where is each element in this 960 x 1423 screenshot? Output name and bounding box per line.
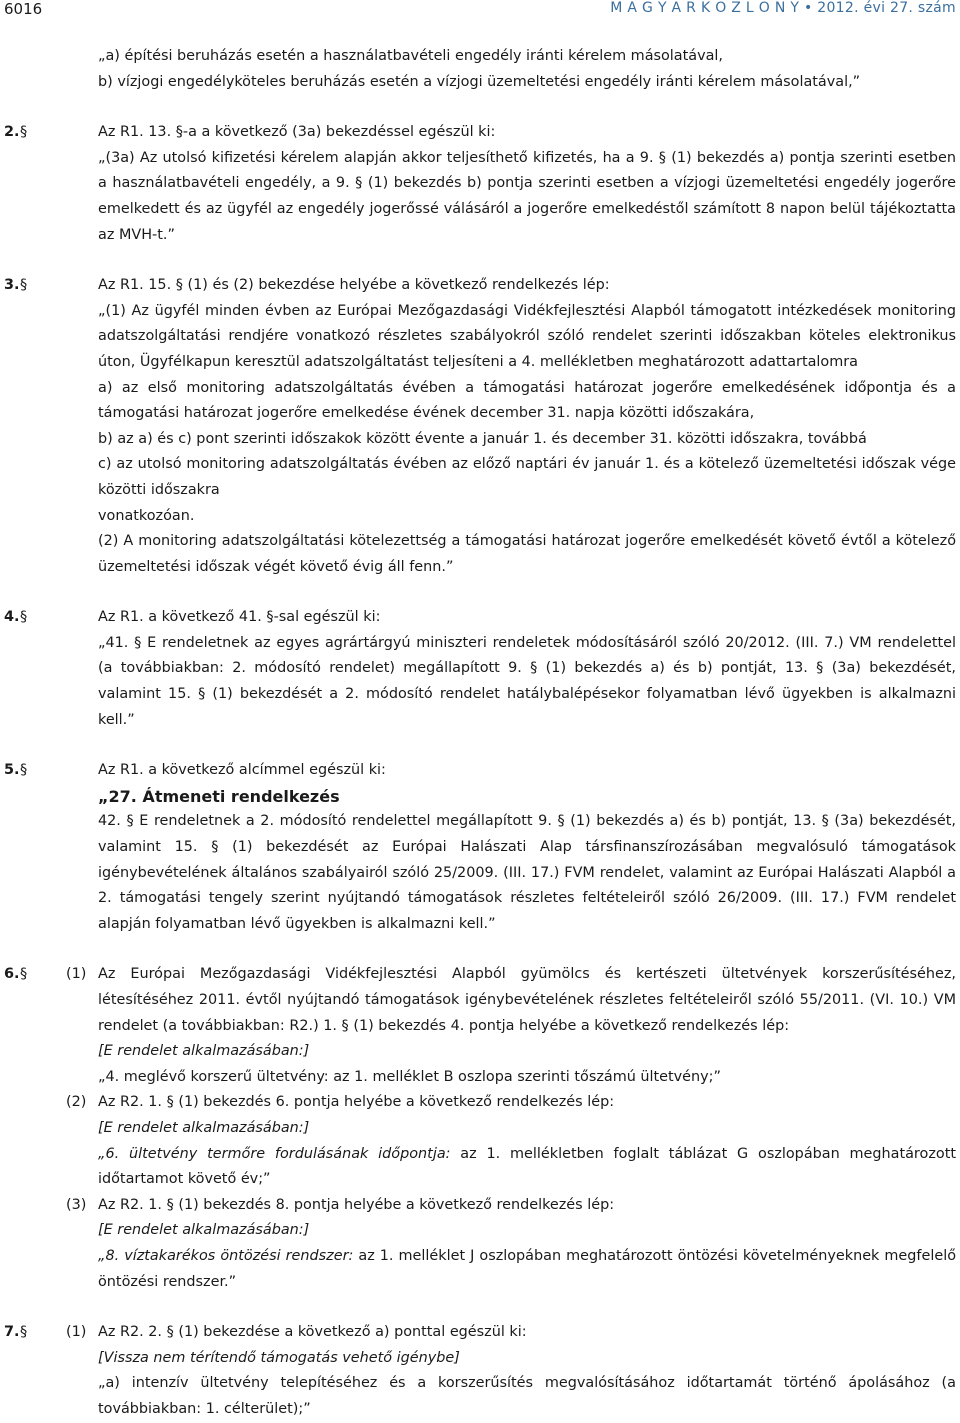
section-symbol: § bbox=[20, 124, 28, 141]
section-4 bbox=[0, 605, 960, 733]
section-number: 7. bbox=[4, 1324, 20, 1341]
section-symbol: § bbox=[20, 1324, 28, 1341]
section-heading: Az R1. 13. §-a a következő (3a) bekezdéssel egészül ki: bbox=[98, 124, 496, 141]
quoted-text bbox=[98, 1142, 956, 1193]
page-header bbox=[0, 0, 960, 22]
subsection-text: Az R2. 2. § (1) bekezdése a következő a) ponttal egészül ki: bbox=[98, 1324, 527, 1341]
subsection-text: Az R2. 1. § (1) bekezdés 6. pontja helyébe a következő rendelkezés lép: bbox=[98, 1094, 615, 1111]
context-note: [Vissza nem térítendő támogatás vehető igénybe] bbox=[98, 1349, 460, 1366]
paragraph-1: „(1) Az ügyfél minden évben az Európai Mezőgazdasági Vidékfejlesztési Alapból támogatott intézkedések monitoring adatszolgáltatási rendjére vonatkozó részletes szabályokról szóló rendelet szerinti időszakban köteles elektronikus úton, Ügyfélkapun keresztül adatszolgáltatást teljesíteni a 4. mellékletben meghatározott adattartalomra bbox=[98, 302, 956, 370]
section-number: 4. bbox=[4, 609, 20, 626]
point-closing: vonatkozóan. bbox=[98, 507, 195, 524]
journal-title: M A G Y A R K Ö Z L Ö N Y • 2012. évi 27. szám bbox=[610, 0, 956, 16]
section-7 bbox=[0, 1320, 960, 1422]
section-number: 6. bbox=[4, 966, 20, 983]
subsection-number: (1) bbox=[66, 1324, 87, 1341]
subsection-number: (3) bbox=[66, 1196, 87, 1213]
section-6 bbox=[0, 962, 960, 1295]
point-a: a) az első monitoring adatszolgáltatás évében a támogatási határozat jogerőre emelkedésének időpontja és a támogatási határozat jogerőre emelkedése évének december 31. napja közötti időszakára, bbox=[98, 379, 956, 422]
section-symbol: § bbox=[20, 966, 28, 983]
quoted-term: „8. víztakarékos öntözési rendszer: bbox=[98, 1247, 354, 1264]
quoted-text bbox=[98, 1244, 956, 1295]
intro-line-a: „a) építési beruházás esetén a használatbavételi engedély iránti kérelem másolatával, bbox=[98, 48, 723, 64]
section-number: 5. bbox=[4, 762, 20, 779]
context-note: [E rendelet alkalmazásában:] bbox=[98, 1043, 310, 1060]
subsection-text: Az R2. 1. § (1) bekezdés 8. pontja helyébe a következő rendelkezés lép: bbox=[98, 1196, 615, 1213]
paragraph-2: (2) A monitoring adatszolgáltatási kötelezettség a támogatási határozat jogerőre emelkedését követő évtől a kötelező üzemeltetési időszak végét követő évig áll fenn.” bbox=[98, 533, 956, 575]
section-body: „(3a) Az utolsó kifizetési kérelem alapján akkor teljesíthető kifizetés, ha a 9. § (1) bekezdés a) pontja szerinti esetben a használatbavételi engedély, a 9. § (1) bekezdés b) pontja szerinti esetben a vízjogi üzemeltetési engedély jogerőre emelkedett és az ügyfél az engedély jogerőssé válásáról a jogerőre emelkedéstől számított 8 napon belül tájékoztatta az MVH-t.” bbox=[98, 149, 956, 243]
section-5 bbox=[0, 758, 960, 937]
quoted-term: „6. ültetvény termőre fordulásának időpontja: bbox=[98, 1145, 451, 1162]
quoted-definition: az 1. mellékletben foglalt táblázat G oszlopában meghatározott időtartamot követő év;” bbox=[98, 1145, 956, 1188]
section-3 bbox=[0, 273, 960, 580]
section-body: 42. § E rendeletnek a 2. módosító rendelettel megállapított 9. § (1) bekezdés a) és b) pontját, 13. § (3a) bekezdését, valamint 15. § (1) bekezdését az Európai Halászati Alap társfinanszírozásában megvalósuló támogatások igénybevételének általános szabályairól szóló 25/2009. (III. 17.) FVM rendelet, valamint az Európai Halászati Alapból a 2. támogatási tengely szerint nyújtandó támogatások részletes feltételeiről szóló 26/2009. (III. 17.) FVM rendelet alapján folyamatban lévő ügyekben is alkalmazni kell.” bbox=[98, 813, 956, 932]
document-body bbox=[0, 44, 960, 1423]
subsection-text: Az Európai Mezőgazdasági Vidékfejlesztési Alapból gyümölcs és kertészeti ültetvények korszerűsítéséhez, létesítéséhez 2011. évtől nyújtandó támogatások igénybevételének részletes feltételeiről szóló 55/2011. (VI. 10.) VM rendelet (a továbbiakban: R2.) 1. § (1) bekezdés 4. pontja helyébe a következő rendelkezés lép: bbox=[98, 966, 956, 1034]
section-heading: Az R1. a következő alcímmel egészül ki: bbox=[98, 762, 386, 779]
point-c: c) az utolsó monitoring adatszolgáltatás évében az előző naptári év január 1. és a kötelező üzemeltetési időszak vége közötti időszakra bbox=[98, 456, 956, 498]
section-heading: Az R1. 15. § (1) és (2) bekezdése helyébe a következő rendelkezés lép: bbox=[98, 277, 610, 294]
subsection-number: (1) bbox=[66, 966, 87, 983]
section-body: „41. § E rendeletnek az egyes agrártárgyú miniszteri rendeletek módosításáról szóló 20/2012. (III. 7.) VM rendelettel (a továbbiakban: 2. módosító rendelet) megállapított 9. § (1) bekezdés a) és b) pontját, 13. § (3a) bekezdését, valamint 15. § (1) bekezdését a 2. módosító rendelet hatálybalépésekor folyamatban lévő ügyekben is alkalmazni kell.” bbox=[98, 634, 956, 728]
section-symbol: § bbox=[20, 762, 28, 779]
quoted-definition: az 1. melléklet J oszlopában meghatározott öntözési követelményeknek megfelelő öntözési rendszer.” bbox=[98, 1247, 956, 1290]
quoted-text: „a) intenzív ültetvény telepítéséhez és a korszerűsítés megvalósításához időtartamát történő ápolásához (a továbbiakban: 1. célterület);” bbox=[98, 1375, 956, 1417]
section-symbol: § bbox=[20, 609, 28, 626]
page-number: 6016 bbox=[4, 0, 43, 18]
section-number: 3. bbox=[4, 277, 20, 294]
subtitle: „27. Átmeneti rendelkezés bbox=[98, 786, 340, 806]
section-symbol: § bbox=[20, 277, 28, 294]
subsection-2 bbox=[0, 1090, 960, 1192]
subsection-number: (2) bbox=[66, 1094, 87, 1111]
quoted-text: „4. meglévő korszerű ültetvény: az 1. melléklet B oszlopa szerinti tőszámú ültetvény;” bbox=[98, 1068, 721, 1085]
section-number: 2. bbox=[4, 124, 20, 141]
point-b: b) az a) és c) pont szerinti időszakok között évente a január 1. és december 31. közötti időszakra, továbbá bbox=[98, 430, 867, 447]
subsection-1 bbox=[0, 1320, 960, 1422]
subsection-3 bbox=[0, 1193, 960, 1295]
intro-line-b: b) vízjogi engedélyköteles beruházás esetén a vízjogi üzemeltetési engedély iránti kérelem másolatával,” bbox=[98, 73, 861, 90]
section-2 bbox=[0, 120, 960, 248]
context-note: [E rendelet alkalmazásában:] bbox=[98, 1222, 310, 1239]
subsection-1 bbox=[0, 962, 960, 1090]
section-heading: Az R1. a következő 41. §-sal egészül ki: bbox=[98, 609, 381, 626]
context-note: [E rendelet alkalmazásában:] bbox=[98, 1119, 310, 1136]
